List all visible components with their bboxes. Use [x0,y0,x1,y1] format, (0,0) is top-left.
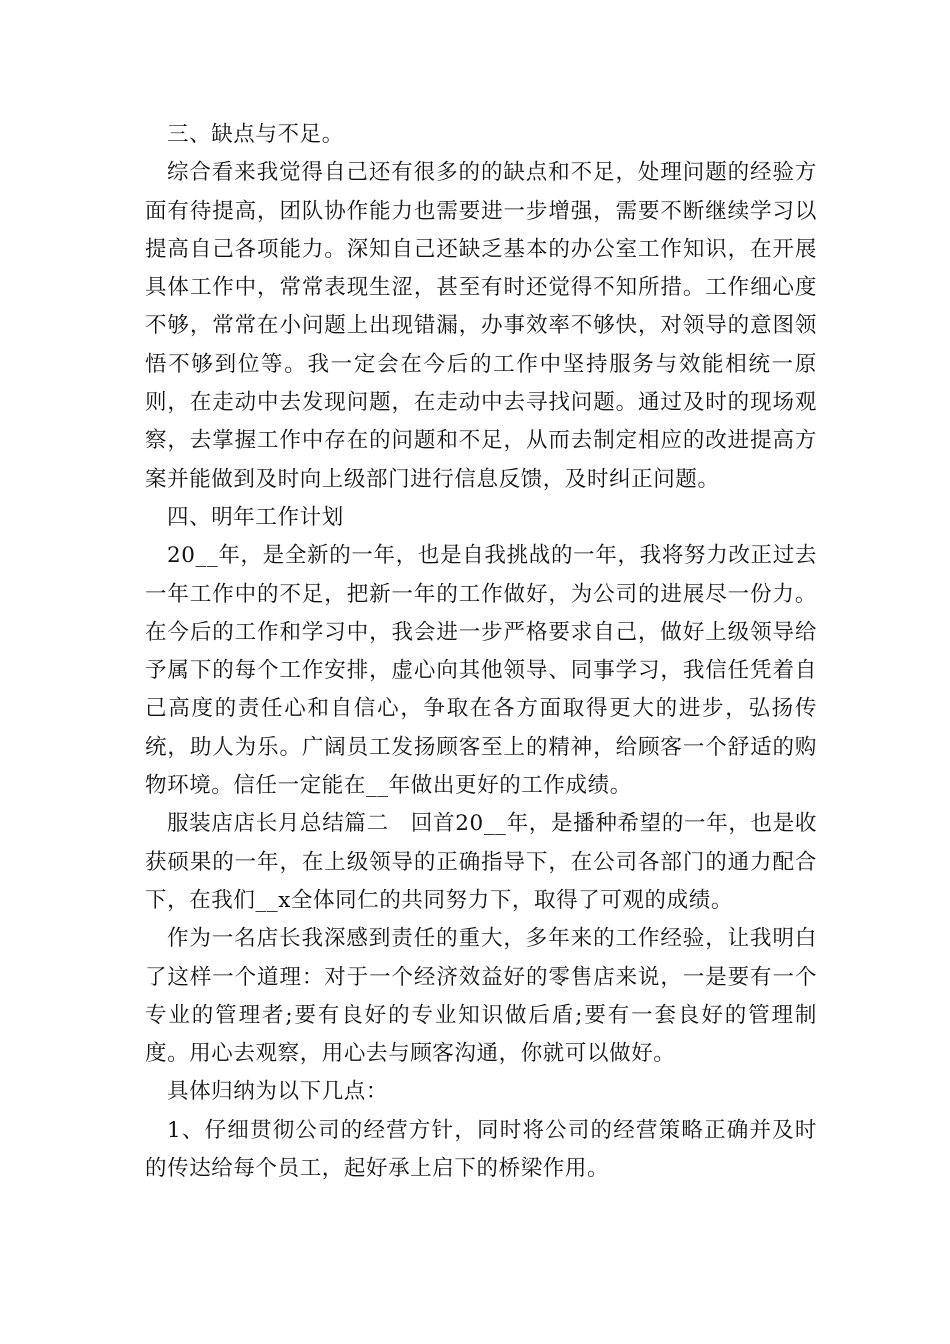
paragraph-next-year-plan: 20__年，是全新的一年，也是自我挑战的一年，我将努力改正过去一年工作中的不足，把新一年的工作做好，为公司的进展尽一份力。在今后的工作和学习中，我会进一步严格要求自己，做好上级领导给予属下的每个工作安排，虚心向其他领导、同事学习，我信任凭着自己高度的责任心和自信心，争取在各方面取得更大的进步，弘扬传统，助人为乐。广阔员工发扬顾客至上的精神，给顾客一个舒适的购物环境。信任一定能在__年做出更好的工作成绩。 [145,543,817,799]
paragraph-manager-experience: 作为一名店长我深感到责任的重大，多年来的工作经验，让我明白了这样一个道理：对于一个经济效益好的零售店来说，一是要有一个专业的管理者;要有良好的专业知识做后盾;要有一套良好的管理制度。用心去观察，用心去与顾客沟通，你就可以做好。 [145,926,817,1067]
section-heading-next-year-plan: 四、明年工作计划 [167,504,344,530]
paragraph-shortcomings: 综合看来我觉得自己还有很多的的缺点和不足，处理问题的经验方面有待提高，团队协作能力也需要进一步增强，需要不断继续学习以提高自己各项能力。深知自己还缺乏基本的办公室工作知识，在开展具体工作中，常常表现生涩，甚至有时还觉得不知所措。工作细心度不够，常常在小问题上出现错漏，办事效率不够快，对领导的意图领悟不够到位等。我一定会在今后的工作中坚持服务与效能相统一原则，在走动中去发现问题，在走动中去寻找问题。通过及时的现场观察，去掌握工作中存在的问题和不足，从而去制定相应的改进提高方案并能做到及时向上级部门进行信息反馈，及时纠正问题。 [145,160,817,492]
section-heading-shortcomings: 三、缺点与不足。 [167,122,344,147]
document-body [145,116,817,1188]
paragraph-summary-part-two: 服装店店长月总结篇二 回首20__年，是播种希望的一年，也是收获硕果的一年，在上级领导的正确指导下，在公司各部门的通力配合下，在我们__x全体同仁的共同努力下，取得了可观的成绩。 [145,811,817,913]
paragraph-summary-intro: 具体归纳为以下几点： [167,1079,389,1105]
paragraph-point-one: 1、仔细贯彻公司的经营方针，同时将公司的经营策略正确并及时的传达给每个员工，起好承上启下的桥梁作用。 [145,1117,817,1182]
